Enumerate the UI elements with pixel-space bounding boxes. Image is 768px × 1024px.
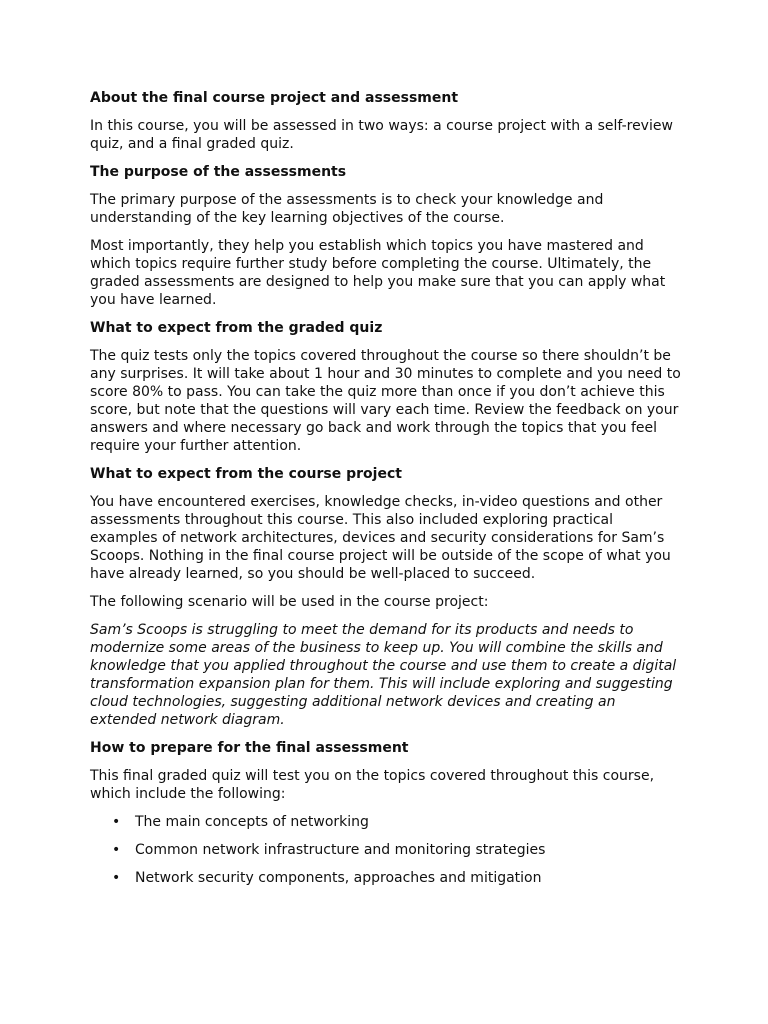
section-heading-course-project: What to expect from the course project [90, 466, 402, 482]
purpose-paragraph-2: Most importantly, they help you establish which topics you have mastered and which topics require further study before completing the course. Ultimately, the graded assessments are designed to help you make sure that you can apply what you have learned. [90, 238, 666, 308]
bullet-icon: • [112, 870, 121, 886]
document-page [90, 89, 682, 897]
course-project-paragraph-1: You have encountered exercises, knowledge checks, in-video questions and other assessments throughout this course. This also included exploring practical examples of network architectures, devices and security considerations for Sam’s Scoops. Nothing in the final course project will be outside of the scope of what you have already learned, so you should be well-placed to succeed. [90, 494, 671, 582]
list-item [90, 869, 682, 887]
graded-quiz-paragraph: The quiz tests only the topics covered throughout the course so there shouldn’t be any surprises. It will take about 1 hour and 30 minutes to complete and you need to score 80% to pass. You can take the quiz more than once if you don’t achieve this score, but note that the questions will vary each time. Review the feedback on your answers and where necessary go back and work through the topics that you feel require your further attention. [90, 348, 681, 454]
list-item [90, 841, 682, 859]
section-heading-purpose: The purpose of the assessments [90, 164, 347, 180]
about-paragraph: In this course, you will be assessed in two ways: a course project with a self-review quiz, and a final graded quiz. [90, 118, 673, 152]
bullet-icon: • [112, 842, 121, 858]
section-heading-about: About the final course project and assessment [90, 90, 459, 106]
topics-list [90, 813, 682, 887]
list-item-text: Network security components, approaches and mitigation [135, 870, 542, 886]
purpose-paragraph-1: The primary purpose of the assessments is to check your knowledge and understanding of the key learning objectives of the course. [90, 192, 604, 226]
bullet-icon: • [112, 814, 121, 830]
course-project-paragraph-2: The following scenario will be used in the course project: [90, 594, 489, 610]
list-item-text: The main concepts of networking [135, 814, 369, 830]
section-heading-graded-quiz: What to expect from the graded quiz [90, 320, 383, 336]
scenario-paragraph: Sam’s Scoops is struggling to meet the demand for its products and needs to modernize some areas of the business to keep up. You will combine the skills and knowledge that you applied throughout the course and use them to create a digital transformation expansion plan for them. This will include exploring and suggesting cloud technologies, suggesting additional network devices and creating an extended network diagram. [90, 622, 677, 728]
list-item-text: Common network infrastructure and monitoring strategies [135, 842, 546, 858]
prepare-paragraph: This final graded quiz will test you on the topics covered throughout this course, which include the following: [90, 768, 655, 802]
section-heading-prepare: How to prepare for the final assessment [90, 740, 409, 756]
list-item [90, 813, 682, 831]
